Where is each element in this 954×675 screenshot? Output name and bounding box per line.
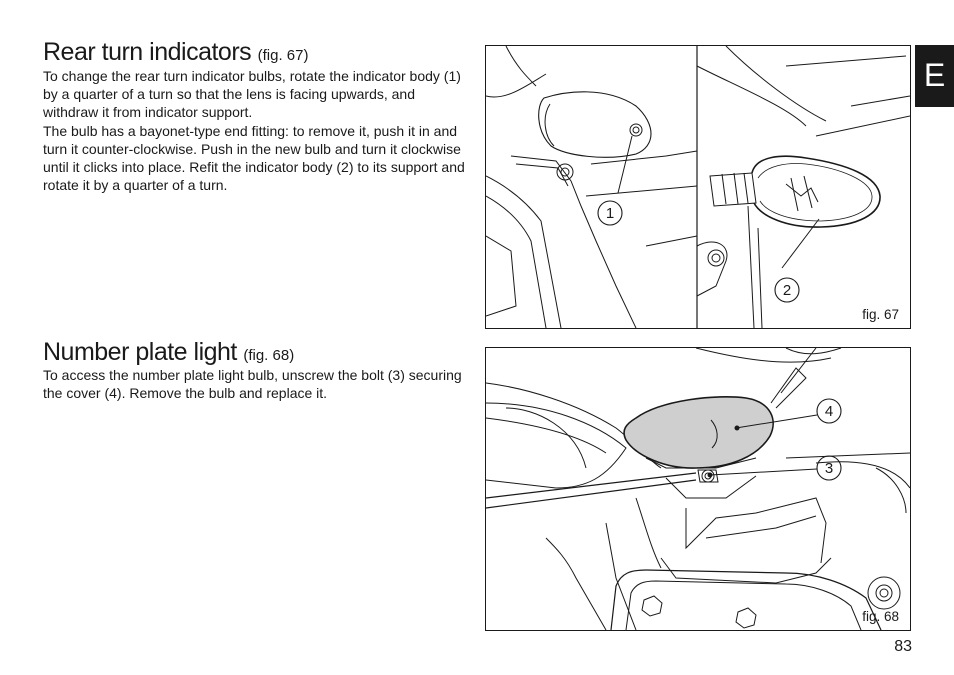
- callout-3: 3: [824, 460, 834, 477]
- callout-1: 1: [605, 205, 615, 222]
- figure-68: [485, 347, 911, 631]
- paragraph: The bulb has a bayonet-type end fitting: to remove it, push it in and turn it counter-clockwise. Push in the new bulb and turn it clockwise until it clicks into place. Refit the indicator body (2) to its support and rotate it by a quarter of a turn.: [43, 122, 465, 194]
- paragraph: To access the number plate light bulb, unscrew the bolt (3) securing the cover (4). Remove the bulb and replace it.: [43, 367, 462, 402]
- fig-reference: (fig. 68): [243, 347, 295, 364]
- section-body-rear-turn-indicators: [43, 67, 468, 194]
- callout-2: 2: [782, 282, 792, 299]
- callout-4: 4: [824, 403, 834, 420]
- section-title-text: Number plate light: [43, 338, 237, 366]
- figure-label: fig. 67: [862, 307, 899, 322]
- figure-67: [485, 45, 911, 329]
- section-body-number-plate-light: [43, 366, 468, 402]
- figure-68-drawing: [486, 348, 910, 630]
- language-tab: E: [915, 45, 954, 107]
- paragraph: To change the rear turn indicator bulbs, rotate the indicator body (1) by a quarter of a turn so that the lens is facing upwards, and withdraw it from indicator support.: [43, 68, 461, 121]
- figure-label: fig. 68: [862, 609, 899, 624]
- section-title-rear-turn-indicators: [43, 38, 308, 70]
- page-number: 83: [894, 638, 912, 655]
- figure-67-drawing: [486, 46, 910, 328]
- section-title-text: Rear turn indicators: [43, 38, 252, 66]
- fig-reference: (fig. 67): [257, 47, 309, 64]
